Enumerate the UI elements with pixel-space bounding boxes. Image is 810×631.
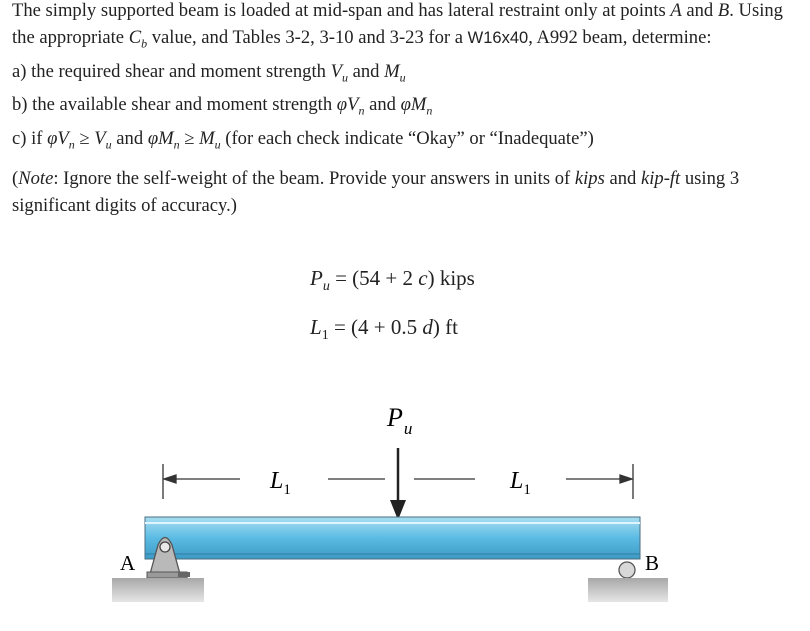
ground-right <box>588 578 668 602</box>
support-a-label: A <box>120 551 136 575</box>
ground-left <box>112 578 204 602</box>
load-arrow <box>390 448 406 520</box>
question-a: a) the required shear and moment strength $V_u$ and $M_u$ <box>12 60 406 85</box>
given-equations <box>310 258 475 356</box>
equation-l1: $L_1 = (4 + 0.5$ d) ft <box>310 315 458 344</box>
roller-support-icon <box>619 562 635 578</box>
load-label: $P_u$ <box>387 403 413 438</box>
support-b-label: B <box>645 551 660 575</box>
question-c: c) if $\varphi V_n \ge V_u$ and $\varphi M_n \ge M_u$ (for each check indicate “Okay” or “Inadequate”) <box>12 128 594 152</box>
span-label-right: $L_1$ <box>510 468 531 498</box>
beam-diagram <box>0 380 810 631</box>
question-b: b) the available shear and moment strength $\varphi V_n$ and $\varphi M_n$ <box>12 94 433 119</box>
span-label-left: $L_1$ <box>270 468 291 498</box>
problem-note: (Note: Ignore the self-weight of the beam. Provide your answers in units of kips and kip-ft using 3 significant digits of accuracy.) <box>12 167 740 216</box>
problem-intro: The simply supported beam is loaded at mid-span and has lateral restraint only at points A and B. Using the appropriate $C_b$ value, and Tables 3-2, 3-10 and 3-23 for a W16x40, A992 beam, determine: <box>12 0 783 51</box>
equation-pu: $P_u = (54 + 2$ c) kips <box>310 266 475 295</box>
problem-statement <box>12 0 802 219</box>
